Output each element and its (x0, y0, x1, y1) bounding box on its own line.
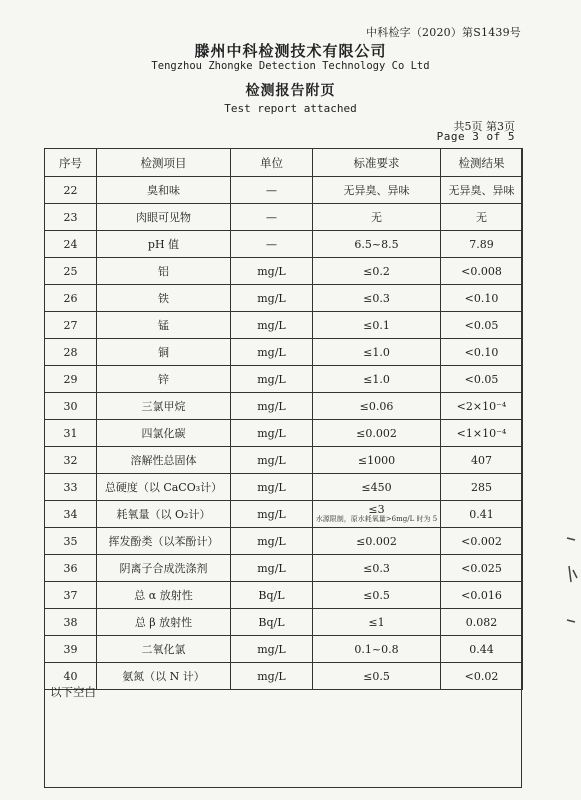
table-row (45, 231, 523, 258)
table-row (45, 285, 523, 312)
row-result: <2×10⁻⁴ (441, 393, 523, 420)
row-unit: mg/L (231, 447, 313, 474)
row-standard: ≤0.3 (313, 555, 441, 582)
row-no: 33 (45, 474, 97, 501)
row-standard: ≤0.1 (313, 312, 441, 339)
row-no: 36 (45, 555, 97, 582)
table-row (45, 447, 523, 474)
row-unit: — (231, 204, 313, 231)
row-unit: Bq/L (231, 582, 313, 609)
row-no: 27 (45, 312, 97, 339)
row-result: <1×10⁻⁴ (441, 420, 523, 447)
table-row (45, 663, 523, 690)
row-no: 22 (45, 177, 97, 204)
row-result: 285 (441, 474, 523, 501)
row-result: <0.002 (441, 528, 523, 555)
row-standard: ≤0.2 (313, 258, 441, 285)
row-item: 耗氧量（以 O₂计） (97, 501, 231, 528)
page-count-cn: 共5页 第3页 (453, 120, 515, 133)
row-unit: — (231, 177, 313, 204)
table-row (45, 528, 523, 555)
header-no: 序号 (45, 149, 97, 177)
row-item: 总硬度（以 CaCO₃计） (97, 474, 231, 501)
row-no: 23 (45, 204, 97, 231)
row-item: 铜 (97, 339, 231, 366)
table-row (45, 609, 523, 636)
row-item: 溶解性总固体 (97, 447, 231, 474)
header-item: 检测项目 (97, 149, 231, 177)
row-result: 407 (441, 447, 523, 474)
row-unit: mg/L (231, 474, 313, 501)
row-no: 24 (45, 231, 97, 258)
row-unit: mg/L (231, 501, 313, 528)
row-standard: ≤0.002 (313, 420, 441, 447)
row-item: 阴离子合成洗涤剂 (97, 555, 231, 582)
row-standard: 6.5~8.5 (313, 231, 441, 258)
table-row (45, 474, 523, 501)
standard-wrap (316, 504, 437, 524)
row-item: 肉眼可见物 (97, 204, 231, 231)
row-result: <0.10 (441, 339, 523, 366)
row-no: 31 (45, 420, 97, 447)
header-result: 检测结果 (441, 149, 523, 177)
page-count-en: Page 3 of 5 (436, 130, 515, 143)
row-item: 臭和味 (97, 177, 231, 204)
row-unit: mg/L (231, 312, 313, 339)
row-standard: ≤0.3 (313, 285, 441, 312)
row-no: 29 (45, 366, 97, 393)
row-result: <0.008 (441, 258, 523, 285)
row-unit: mg/L (231, 339, 313, 366)
table-row (45, 582, 523, 609)
results-table (44, 148, 523, 690)
table-row (45, 339, 523, 366)
row-standard: ≤0.5 (313, 582, 441, 609)
row-no: 32 (45, 447, 97, 474)
row-no: 26 (45, 285, 97, 312)
row-no: 39 (45, 636, 97, 663)
company-name-en: Tengzhou Zhongke Detection Technology Co Ltd (151, 60, 430, 72)
row-standard: ≤0.06 (313, 393, 441, 420)
row-item: 四氯化碳 (97, 420, 231, 447)
row-result: <0.05 (441, 312, 523, 339)
table-row (45, 393, 523, 420)
row-result: 无异臭、异味 (441, 177, 523, 204)
row-standard: ≤1 (313, 609, 441, 636)
table-row (45, 204, 523, 231)
table-row (45, 420, 523, 447)
table-row (45, 636, 523, 663)
row-result: <0.02 (441, 663, 523, 690)
table-row (45, 501, 523, 528)
row-item: 总 β 放射性 (97, 609, 231, 636)
table-row (45, 258, 523, 285)
row-result: <0.016 (441, 582, 523, 609)
row-unit: — (231, 231, 313, 258)
row-no: 40 (45, 663, 97, 690)
report-title-cn: 检测报告附页 (245, 83, 336, 99)
row-item: 铁 (97, 285, 231, 312)
header-unit: 单位 (231, 149, 313, 177)
row-unit: mg/L (231, 636, 313, 663)
row-standard: ≤0.002 (313, 528, 441, 555)
row-standard: ≤0.5 (313, 663, 441, 690)
row-no: 37 (45, 582, 97, 609)
row-result: 0.44 (441, 636, 523, 663)
row-no: 30 (45, 393, 97, 420)
row-no: 35 (45, 528, 97, 555)
row-unit: mg/L (231, 663, 313, 690)
doc-number: 中科检字（2020）第S1439号 (366, 26, 521, 39)
page-edge-marks (561, 530, 581, 650)
row-no: 34 (45, 501, 97, 528)
row-result: 7.89 (441, 231, 523, 258)
row-unit: mg/L (231, 528, 313, 555)
row-standard: 无 (313, 204, 441, 231)
row-item: 氨氮（以 N 计） (97, 663, 231, 690)
row-unit: mg/L (231, 285, 313, 312)
row-standard: ≤1.0 (313, 366, 441, 393)
row-item: 锌 (97, 366, 231, 393)
row-no: 28 (45, 339, 97, 366)
row-unit: Bq/L (231, 609, 313, 636)
table-row (45, 312, 523, 339)
row-item: 锰 (97, 312, 231, 339)
table-header-row (45, 149, 523, 177)
header-standard: 标准要求 (313, 149, 441, 177)
report-title-en: Test report attached (224, 102, 357, 115)
company-name-cn: 滕州中科检测技术有限公司 (194, 42, 387, 60)
row-result: 无 (441, 204, 523, 231)
row-unit: mg/L (231, 258, 313, 285)
row-standard (313, 501, 441, 528)
row-standard: 0.1~0.8 (313, 636, 441, 663)
row-unit: mg/L (231, 393, 313, 420)
row-unit: mg/L (231, 420, 313, 447)
row-result: 0.082 (441, 609, 523, 636)
row-standard-note: 水源限制，原水耗氧量>6mg/L 时为 5 (315, 515, 438, 523)
table-row (45, 366, 523, 393)
row-item: pH 值 (97, 231, 231, 258)
row-standard-value: ≤3 (368, 503, 385, 516)
row-result: <0.05 (441, 366, 523, 393)
row-no: 38 (45, 609, 97, 636)
row-result: <0.025 (441, 555, 523, 582)
row-item: 三氯甲烷 (97, 393, 231, 420)
row-item: 挥发酚类（以苯酚计） (97, 528, 231, 555)
row-unit: mg/L (231, 366, 313, 393)
row-unit: mg/L (231, 555, 313, 582)
row-standard: ≤450 (313, 474, 441, 501)
row-item: 二氧化氯 (97, 636, 231, 663)
table-row (45, 177, 523, 204)
row-no: 25 (45, 258, 97, 285)
row-result: <0.10 (441, 285, 523, 312)
row-standard: ≤1.0 (313, 339, 441, 366)
row-result: 0.41 (441, 501, 523, 528)
row-item: 铝 (97, 258, 231, 285)
row-standard: ≤1000 (313, 447, 441, 474)
blank-below-note: 以下空白 (50, 685, 96, 699)
row-standard: 无异臭、异味 (313, 177, 441, 204)
table-row (45, 555, 523, 582)
row-item: 总 α 放射性 (97, 582, 231, 609)
